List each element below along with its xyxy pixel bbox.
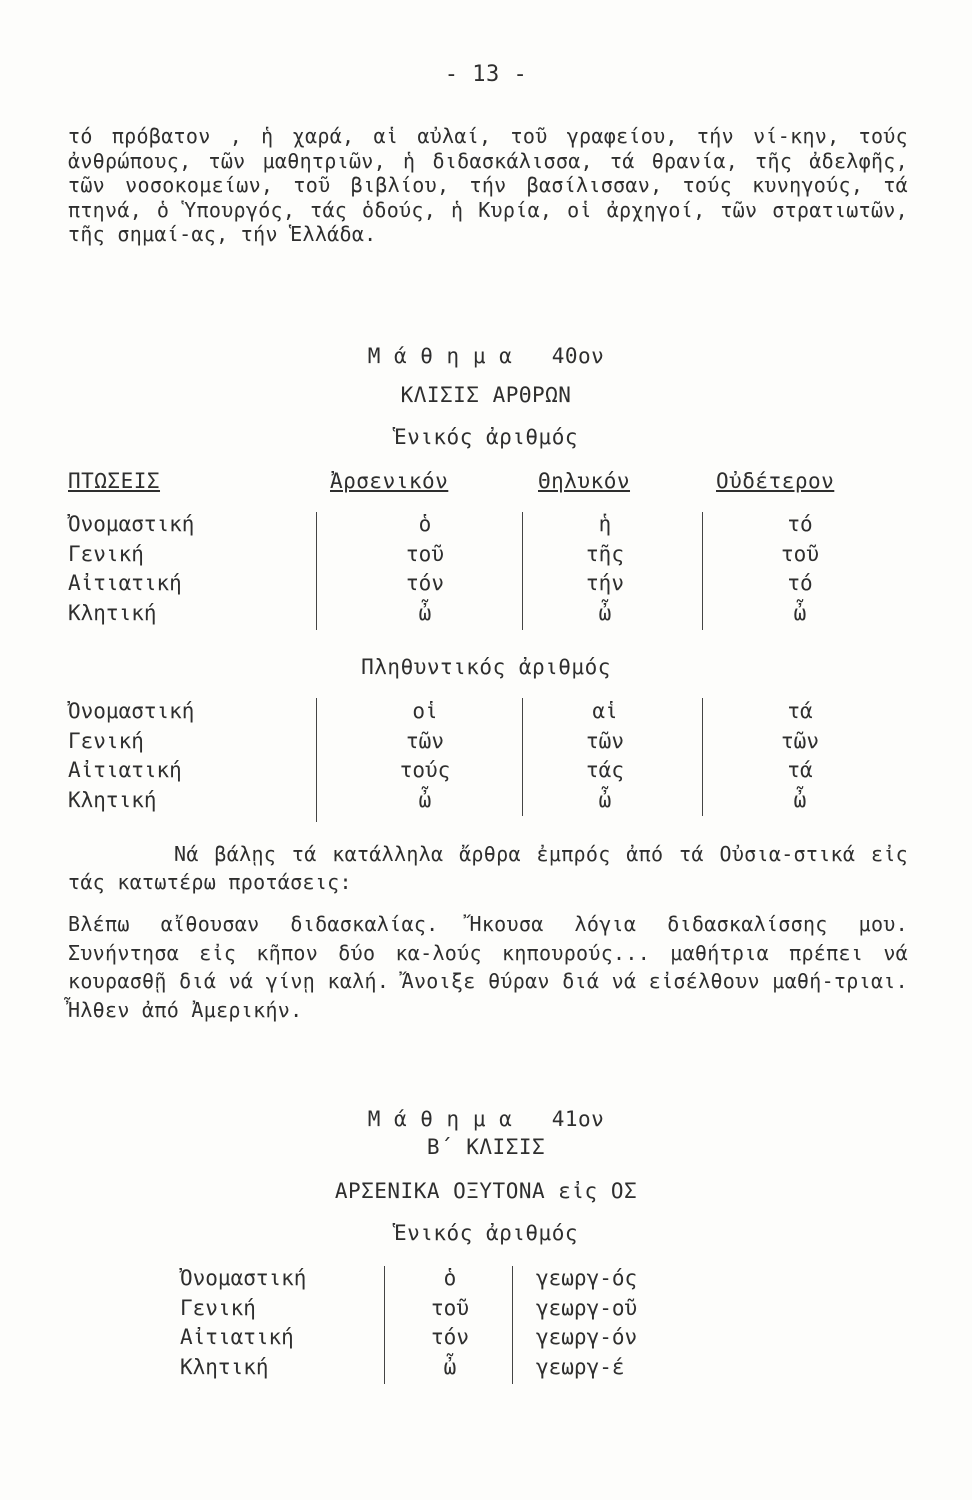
lesson-41-heading: Μ ά θ η μ α 41ον: [367, 1107, 605, 1131]
plural-masculine-column: [350, 697, 500, 815]
case-names-singular: [68, 510, 194, 628]
article-cell: ὦ: [793, 600, 807, 625]
article-cell: ὁ: [418, 512, 432, 536]
exercise-instruction: Νά βάλῃς τά κατάλληλα ἄρθρα ἐμπρός ἀπό τά Οὐσια-στικά εἰς τάς κατωτέρω προτάσεις:: [68, 842, 908, 894]
article-cell: ὦ: [418, 600, 432, 625]
table-divider: [512, 1266, 513, 1384]
declension-category: ΑΡΣΕΝΙΚΑ ΟΞΥΤΟΝΑ εἰς ΟΣ: [334, 1179, 638, 1203]
header-feminine: Θηλυκόν: [538, 469, 631, 493]
article-cell: οἱ: [412, 699, 438, 723]
table-divider: [384, 1266, 385, 1384]
case-name: Κλητική: [68, 787, 157, 812]
article-cell: ὦ: [443, 1354, 457, 1379]
case-names-plural: [68, 697, 194, 815]
case-name: Ὀνομαστική: [68, 512, 195, 536]
noun-form: γεωργ-οῦ: [536, 1295, 638, 1320]
article-cell: ὦ: [418, 787, 432, 812]
case-name: Κλητική: [68, 600, 157, 625]
singular-feminine-column: [530, 510, 680, 628]
table-divider: [702, 698, 703, 816]
article-cell: ὁ: [443, 1266, 457, 1290]
plural-feminine-column: [530, 697, 680, 815]
article-cell: τόν: [431, 1325, 469, 1349]
table-divider: [702, 512, 703, 630]
article-cell: τῆς: [586, 541, 624, 566]
singular-neuter-column: [725, 510, 875, 628]
case-name: Αἰτιατική: [180, 1325, 294, 1349]
article-cell: τά: [787, 699, 813, 723]
case-name: Γενική: [68, 728, 144, 753]
noun-form: γεωργ-έ: [536, 1354, 625, 1379]
article-cell: τούς: [399, 758, 451, 782]
lesson-41-case-names: [180, 1264, 306, 1382]
case-name: Ὀνομαστική: [68, 699, 195, 723]
article-cell: αἱ: [592, 699, 618, 723]
lesson-41-article-column: [400, 1264, 500, 1382]
lesson-40-subheading: ΚΛΙΣΙΣ ΑΡΘΡΩΝ: [400, 383, 572, 407]
article-cell: τόν: [406, 571, 444, 595]
noun-form: γεωργ-ός: [536, 1266, 638, 1290]
table-divider: [316, 698, 317, 822]
article-cell: τό: [787, 512, 813, 536]
header-neuter: Οὐδέτερον: [716, 469, 835, 493]
article-cell: τό: [787, 571, 813, 595]
article-cell: τῶν: [781, 728, 819, 753]
table-divider: [316, 512, 317, 630]
article-cell: ὦ: [598, 787, 612, 812]
lesson-41-form-column: [536, 1264, 637, 1382]
page-number: - 13 -: [444, 62, 528, 87]
singular-masculine-column: [350, 510, 500, 628]
lesson-40-heading: Μ ά θ η μ α 40ον: [367, 344, 605, 368]
article-cell: τοῦ: [406, 541, 444, 566]
lesson-41-singular-label: Ἑνικός ἀριθμός: [393, 1221, 578, 1245]
article-cell: τοῦ: [431, 1295, 469, 1320]
article-cell: τά: [787, 758, 813, 782]
case-name: Γενική: [68, 541, 144, 566]
article-cell: ὦ: [793, 787, 807, 812]
article-cell: τῶν: [406, 728, 444, 753]
article-cell: τήν: [586, 571, 624, 595]
plural-label: Πληθυντικός ἀριθμός: [361, 655, 611, 679]
header-masculine: Ἀρσενικόν: [330, 469, 449, 493]
plural-neuter-column: [725, 697, 875, 815]
article-cell: ὦ: [598, 600, 612, 625]
singular-label: Ἑνικός ἀριθμός: [393, 425, 578, 449]
case-name: Κλητική: [180, 1354, 269, 1379]
case-name: Γενική: [180, 1295, 256, 1320]
case-name: Αἰτιατική: [68, 571, 182, 595]
article-cell: ἡ: [598, 512, 612, 536]
table-divider: [522, 512, 523, 630]
exercise-sentences: Βλέπω αἴθουσαν διδασκαλίας. Ἤκουσα λόγια διδασκαλίσσης μου. Συνήντησα εἰς κῆπον δύο κα-λούς κηπουρούς... μαθήτρια πρέπει νά κουρασθῇ διά νά γίνῃ καλή. Ἄνοιξε θύραν διά νά εἰσέλθουν μαθή-τριαι. Ἦλθεν ἀπό Ἀμερικήν.: [68, 912, 908, 1022]
article-cell: τῶν: [586, 728, 624, 753]
noun-form: γεωργ-όν: [536, 1325, 638, 1349]
table-divider: [522, 698, 523, 816]
header-cases: ΠΤΩΣΕΙΣ: [68, 469, 161, 493]
case-name: Ὀνομαστική: [180, 1266, 307, 1290]
case-name: Αἰτιατική: [68, 758, 182, 782]
lesson-41-subheading: Β΄ ΚΛΙΣΙΣ: [426, 1135, 546, 1159]
article-cell: τοῦ: [781, 541, 819, 566]
intro-paragraph: τό πρόβατον , ἡ χαρά, αἱ αὐλαί, τοῦ γραφείου, τήν νί-κην, τούς ἀνθρώπους, τῶν μαθητριῶν, ἡ διδασκάλισσα, τά θρανία, τῆς ἀδελφῆς, τῶν νοσοκομείων, τοῦ βιβλίου, τήν βασίλισσαν, τούς κυνηγούς, τά πτηνά, ὁ Ὑπουργός, τάς ὁδούς, ἡ Κυρία, οἱ ἀρχηγοί, τῶν στρατιωτῶν, τῆς σημαί-ας, τήν Ἑλλάδα.: [68, 124, 908, 246]
article-cell: τάς: [586, 758, 624, 782]
